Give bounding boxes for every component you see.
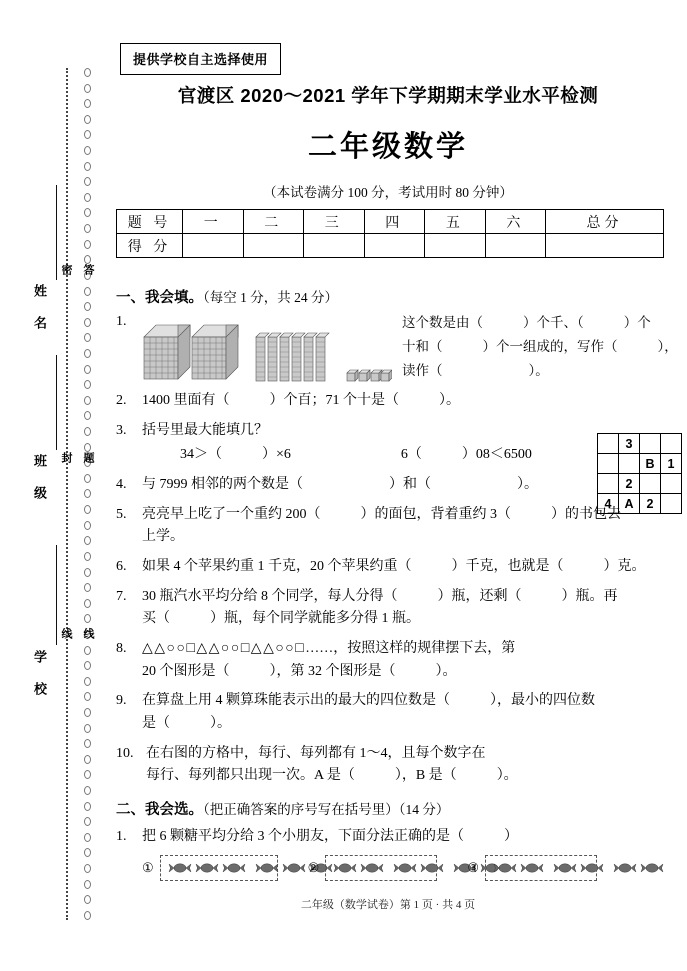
choice-candy-box[interactable] xyxy=(485,855,597,881)
page-footer: 二年级（数学试卷）第 1 页 · 共 4 页 xyxy=(300,899,476,911)
grid-cell-filled[interactable]: B xyxy=(640,454,661,474)
score-col-3: 三 xyxy=(304,210,365,234)
q10-text-a: 每行、每列都只出现一次。A 是（ xyxy=(146,768,355,784)
score-col-total: 总分 xyxy=(546,210,664,234)
score-col-4: 四 xyxy=(364,210,425,234)
q5-text-b: ）的面包，背着重约 3（ xyxy=(360,506,511,522)
q8-text-c: ），第 32 个图形是（ xyxy=(269,663,396,679)
sudoku-grid xyxy=(597,433,682,514)
grid-row xyxy=(598,454,682,474)
q2-text-a: 1400 里面有（ xyxy=(142,393,230,409)
q6-text-b: ）千克，也就是（ xyxy=(451,559,564,575)
choice-marker: ③ xyxy=(467,859,479,875)
q1-text-h: ）。 xyxy=(528,363,549,379)
grid-cell-empty[interactable] xyxy=(661,474,682,494)
field-label-school: 学 校 xyxy=(32,650,47,697)
grid-cell-filled[interactable]: 3 xyxy=(619,434,640,454)
subject-title: 二年级数学 xyxy=(307,131,468,163)
q6-text-c: ）克。 xyxy=(603,559,646,575)
question-10-line-2 xyxy=(146,765,576,788)
field-rule-name xyxy=(56,185,57,280)
question-8-number: 8. xyxy=(116,641,127,657)
question-7 xyxy=(116,586,681,631)
q8-shape-pattern: △△○○□△△○○□△△○○□ xyxy=(142,641,306,657)
seal-mark-da: 答 xyxy=(82,264,94,275)
ten-rods-icon xyxy=(255,331,333,383)
choice-marker: ① xyxy=(142,859,154,875)
seal-strip xyxy=(0,0,108,971)
usage-notice-box: 提供学校自主选择使用 xyxy=(120,43,281,75)
grid-cell-filled[interactable]: 2 xyxy=(619,474,640,494)
q3-expression-right xyxy=(401,444,532,467)
candy-icon xyxy=(519,859,545,877)
score-cell-1[interactable] xyxy=(183,234,244,258)
candy-icon xyxy=(552,859,578,877)
score-col-2: 二 xyxy=(243,210,304,234)
q3-left-text-a: 34＞（ xyxy=(180,447,222,463)
question-10-line-1: 在右图的方格中，每行、每列都有 1～4，且每个数字在 xyxy=(146,745,486,761)
candy-icon xyxy=(254,859,280,877)
candy-icon xyxy=(419,859,445,877)
score-row-label-2: 得 分 xyxy=(117,234,183,258)
candy-icon xyxy=(194,859,220,877)
question-content xyxy=(116,286,681,881)
candy-icon xyxy=(221,859,247,877)
question-5-line-2: 上学。 xyxy=(142,529,184,545)
q4-text-b: ）和（ xyxy=(389,477,431,493)
candy-icon xyxy=(359,859,385,877)
question-10-number: 10. xyxy=(116,745,134,761)
q8-text-d: ）。 xyxy=(435,663,457,679)
seal-mark-ti: 题 xyxy=(82,452,94,463)
score-cell-6[interactable] xyxy=(485,234,546,258)
grid-cell-empty[interactable] xyxy=(640,474,661,494)
seal-circle-column xyxy=(80,68,94,920)
grid-cell-filled[interactable]: 1 xyxy=(661,454,682,474)
q1-text-a: 这个数是由（ xyxy=(402,315,483,330)
q8-ellipsis: …… xyxy=(305,641,334,657)
grid-row xyxy=(598,434,682,454)
q8-text-b: 20 个图形是（ xyxy=(142,663,230,679)
grid-cell-filled[interactable]: 2 xyxy=(640,494,661,514)
q4-text-a: 与 7999 相邻的两个数是（ xyxy=(142,477,303,493)
question-1-number: 1. xyxy=(116,314,127,329)
question-6 xyxy=(116,556,681,579)
candy-icon xyxy=(579,859,605,877)
question-9-line-1 xyxy=(142,690,681,713)
q3-right-text-b: ）08＜6500 xyxy=(461,447,532,463)
q1-text-b: ）个千、（ xyxy=(523,315,584,330)
q6-text-a: 如果 4 个苹果约重 1 千克，20 个苹果约重（ xyxy=(142,559,412,575)
q7-text-d: 买（ xyxy=(142,611,170,627)
grid-cell-empty[interactable] xyxy=(598,454,619,474)
q3-right-text-a: 6（ xyxy=(400,447,422,463)
question-7-number: 7. xyxy=(116,588,127,604)
question-4-number: 4. xyxy=(116,477,127,493)
q3-left-text-b: ）×6 xyxy=(262,447,291,463)
base-ten-blocks-icon xyxy=(142,311,392,383)
q5-text-c: ）的书包去 xyxy=(551,506,621,522)
choice-candy-box[interactable] xyxy=(160,855,278,881)
q1-text-c: ）个 xyxy=(623,315,651,330)
q4-text-c: ）。 xyxy=(517,477,538,493)
q2-text-b: ）个百；71 个十是（ xyxy=(269,393,399,409)
q9-text-a: 在算盘上用 4 颗算珠能表示出的最大的四位数是（ xyxy=(142,693,450,709)
s2-q1-text-b: ） xyxy=(504,829,518,845)
candy-group xyxy=(392,859,445,877)
question-2 xyxy=(116,390,681,413)
exam-note: （本试卷满分 100 分，考试用时 80 分钟） xyxy=(263,185,513,200)
q7-text-b: ）瓶，还剩（ xyxy=(437,588,522,604)
grid-cell-filled[interactable]: A xyxy=(619,494,640,514)
q9-text-b: ），最小的四位数 xyxy=(490,693,595,709)
seal-mark-mi: 密 xyxy=(60,264,72,275)
answer-choices xyxy=(116,855,681,881)
section2-question-1 xyxy=(116,826,681,849)
s2-question-1-number: 1. xyxy=(116,829,127,845)
grid-cell-empty[interactable] xyxy=(661,494,682,514)
question-3-prompt: 括号里最大能填几？ xyxy=(142,422,268,438)
score-col-5: 五 xyxy=(425,210,486,234)
grid-cell-empty[interactable] xyxy=(661,434,682,454)
seal-dotted-line xyxy=(66,68,68,920)
q7-text-e: ）瓶，每个同学就能多分得 1 瓶。 xyxy=(210,611,420,627)
q1-text-e: ）个一组成的，写作（ xyxy=(482,339,618,355)
score-col-6: 六 xyxy=(485,210,546,234)
score-cell-2[interactable] xyxy=(243,234,304,258)
grid-row xyxy=(598,494,682,514)
candy-icon xyxy=(492,859,518,877)
choice-candy-box[interactable] xyxy=(325,855,437,881)
score-cell-5[interactable] xyxy=(425,234,486,258)
section-2-note: （把正确答案的序号写在括号里）（14 分） xyxy=(203,802,450,818)
section-2-heading xyxy=(116,798,681,819)
q1-text-g: 读作（ xyxy=(402,363,443,379)
s2-q1-text-a: 把 6 颗糖平均分给 3 个小朋友，下面分法正确的是（ xyxy=(142,829,464,845)
candy-icon xyxy=(167,859,193,877)
candy-group xyxy=(332,859,385,877)
q3-expression-left xyxy=(180,444,291,467)
q10-text-b: ），B 是（ xyxy=(394,768,457,784)
q2-text-c: ）。 xyxy=(439,393,460,409)
candy-icon xyxy=(392,859,418,877)
field-label-class: 班 级 xyxy=(32,454,47,501)
grid-cell-filled[interactable]: 4 xyxy=(598,494,619,514)
question-8-line-2 xyxy=(142,661,681,684)
question-1-line-2 xyxy=(402,335,681,359)
seal-mark-xian1: 线 xyxy=(60,628,72,639)
score-row-label-1: 题 号 xyxy=(117,210,183,234)
question-10 xyxy=(116,743,681,788)
field-rule-class xyxy=(56,355,57,450)
grid-cell-empty[interactable] xyxy=(640,434,661,454)
question-1 xyxy=(116,311,681,383)
grid-row xyxy=(598,474,682,494)
question-1-line-1 xyxy=(402,311,681,335)
field-label-name: 姓 名 xyxy=(32,284,47,331)
question-2-number: 2. xyxy=(116,393,127,409)
q8-text-a: ，按照这样的规律摆下去，第 xyxy=(333,641,516,657)
unit-cubes-icon xyxy=(346,369,392,383)
question-9-line-2 xyxy=(142,713,681,736)
candy-icon xyxy=(612,859,638,877)
question-8-line-1 xyxy=(142,638,681,661)
candy-group xyxy=(552,859,605,877)
candy-group xyxy=(167,859,247,877)
table-row xyxy=(117,234,664,258)
q9-text-d: ）。 xyxy=(210,716,231,732)
question-9-number: 9. xyxy=(116,693,127,709)
question-8 xyxy=(116,638,681,683)
section-1-title: 一、我会填。 xyxy=(116,290,203,306)
q7-text-c: ）瓶。再 xyxy=(561,588,618,604)
score-cell-total[interactable] xyxy=(546,234,664,258)
candy-icon xyxy=(639,859,665,877)
candy-group xyxy=(492,859,545,877)
candy-icon xyxy=(332,859,358,877)
exam-page xyxy=(108,0,687,971)
q7-text-a: 30 瓶汽水平均分给 8 个同学，每人分得（ xyxy=(142,588,398,604)
score-table xyxy=(116,209,664,258)
page-title: 官渡区 2020～2021 学年下学期期末学业水平检测 xyxy=(177,85,599,106)
section-1-heading xyxy=(116,286,681,307)
question-1-line-3 xyxy=(402,359,681,383)
seal-mark-xian2: 线 xyxy=(82,628,94,639)
candy-group xyxy=(612,859,665,877)
grid-cell-empty[interactable] xyxy=(598,474,619,494)
choice-option-2[interactable] xyxy=(308,855,438,881)
question-3-number: 3. xyxy=(116,422,127,438)
choice-option-3[interactable] xyxy=(467,855,597,881)
question-7-line-1 xyxy=(142,586,681,609)
grid-cell-empty[interactable] xyxy=(619,454,640,474)
table-row xyxy=(117,210,664,234)
candy-icon xyxy=(281,859,307,877)
choice-option-1[interactable] xyxy=(142,855,278,881)
question-5-number: 5. xyxy=(116,506,127,522)
choice-marker: ② xyxy=(307,859,320,875)
q1-text-f: ）， xyxy=(657,339,678,355)
q1-text-d: 十和（ xyxy=(402,339,443,355)
q10-text-c: ）。 xyxy=(496,768,518,784)
thousand-cubes-icon xyxy=(142,321,242,383)
score-cell-3[interactable] xyxy=(304,234,365,258)
question-9 xyxy=(116,690,681,735)
seal-mark-feng: 封 xyxy=(60,452,72,463)
question-7-line-2 xyxy=(142,608,681,631)
question-6-number: 6. xyxy=(116,559,127,575)
q5-text-a: 亮亮早上吃了一个重约 200（ xyxy=(142,506,321,522)
q9-text-c: 是（ xyxy=(142,716,170,732)
field-rule-school xyxy=(56,545,57,645)
score-col-1: 一 xyxy=(183,210,244,234)
score-cell-4[interactable] xyxy=(364,234,425,258)
section-2-title: 二、我会选。 xyxy=(116,802,203,819)
grid-cell-empty[interactable] xyxy=(598,434,619,454)
section-1-note: （每空 1 分，共 24 分） xyxy=(203,290,338,305)
